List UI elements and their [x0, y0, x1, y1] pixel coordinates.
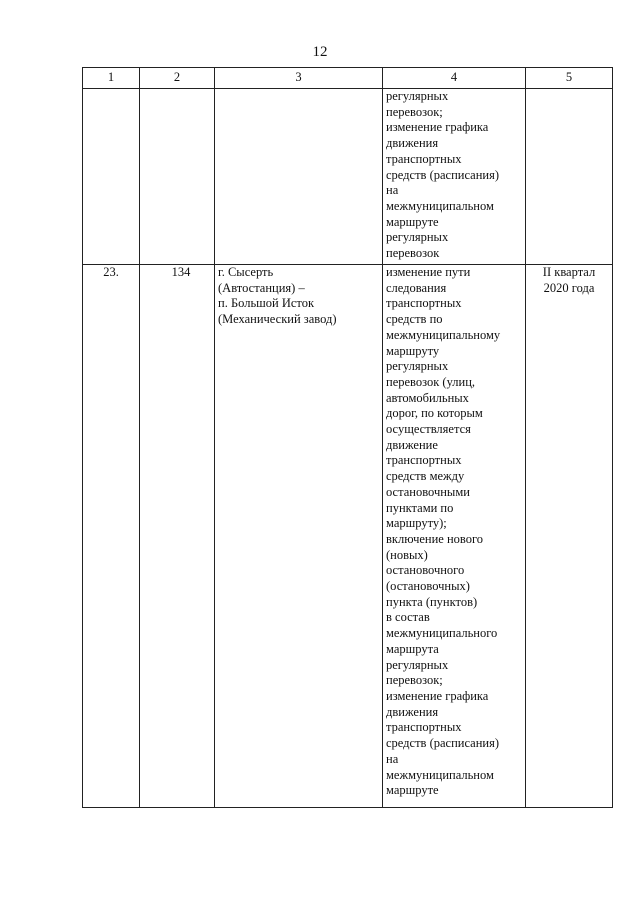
text-line: маршруту: [386, 343, 440, 358]
text-line: изменение графика: [386, 120, 489, 135]
table-row-continuation: [83, 89, 613, 265]
cell-empty: [526, 89, 613, 265]
text-line: следования: [386, 280, 447, 295]
text-line: средств (расписания): [386, 167, 500, 182]
text-line: изменение графика: [386, 688, 489, 703]
text-line: регулярных: [386, 359, 449, 374]
table-header-row: [83, 68, 613, 89]
cell-empty: [140, 89, 215, 265]
text-line: (остановочных): [386, 579, 470, 594]
text-line: транспортных: [386, 453, 462, 468]
route-name-line: (Автостанция) –: [218, 280, 305, 295]
text-line: остановочными: [386, 484, 470, 499]
term-line: 2020 года: [543, 280, 595, 295]
text-line: межмуниципального: [386, 626, 498, 641]
table-row-23: [83, 265, 613, 808]
page-number: 12: [312, 44, 328, 60]
header-col-4: 4: [383, 68, 526, 89]
cell-empty: [83, 89, 140, 265]
cell-route-name: [215, 265, 383, 808]
route-name-line: п. Большой Исток: [218, 296, 315, 311]
text-line: средств между: [386, 469, 465, 484]
route-number: 134: [171, 265, 191, 279]
text-line: изменение пути: [386, 265, 471, 279]
text-line: межмуниципальном: [386, 198, 494, 213]
text-line: маршруте: [386, 783, 439, 798]
text-line: в состав: [386, 610, 430, 625]
text-line: межмуниципальном: [386, 767, 494, 782]
text-line: перевозок: [386, 246, 440, 261]
term-line: II квартал: [542, 265, 596, 279]
text-line: транспортных: [386, 720, 462, 735]
cell-row-number: [83, 265, 140, 808]
text-line: маршрута: [386, 641, 439, 656]
text-line: движения: [386, 136, 439, 151]
text-line: перевозок (улиц,: [386, 374, 476, 389]
cell-empty: [215, 89, 383, 265]
cell-change-description: [383, 89, 526, 265]
header-col-2: 2: [140, 68, 215, 89]
text-line: регулярных: [386, 89, 449, 103]
cell-term: [526, 265, 613, 808]
text-line: регулярных: [386, 657, 449, 672]
text-line: на: [386, 751, 399, 766]
text-line: транспортных: [386, 296, 462, 311]
text-line: на: [386, 183, 399, 198]
text-line: маршруту);: [386, 516, 447, 531]
text-line: автомобильных: [386, 390, 469, 405]
text-line: перевозок;: [386, 104, 443, 119]
text-line: дорог, по которым: [386, 406, 483, 421]
cell-change-description: [383, 265, 526, 808]
text-line: остановочного: [386, 563, 465, 578]
text-line: пунктами по: [386, 500, 454, 515]
text-line: средств по: [386, 312, 443, 327]
text-line: средств (расписания): [386, 736, 500, 751]
text-line: регулярных: [386, 230, 449, 245]
text-line: пункта (пунктов): [386, 594, 478, 609]
header-col-5: 5: [526, 68, 613, 89]
text-line: перевозок;: [386, 673, 443, 688]
text-line: межмуниципальному: [386, 327, 501, 342]
cell-route-number: [140, 265, 215, 808]
text-line: движения: [386, 704, 439, 719]
text-line: осуществляется: [386, 422, 471, 437]
text-line: (новых): [386, 547, 428, 562]
text-line: движение: [386, 437, 438, 452]
header-col-3: 3: [215, 68, 383, 89]
text-line: маршруте: [386, 214, 439, 229]
route-name-line: (Механический завод): [218, 312, 337, 327]
header-col-1: 1: [83, 68, 140, 89]
text-line: транспортных: [386, 151, 462, 166]
text-line: включение нового: [386, 531, 484, 546]
route-name-line: г. Сысерть: [218, 265, 274, 279]
row-number: 23.: [103, 265, 119, 279]
routes-table: [82, 67, 613, 808]
